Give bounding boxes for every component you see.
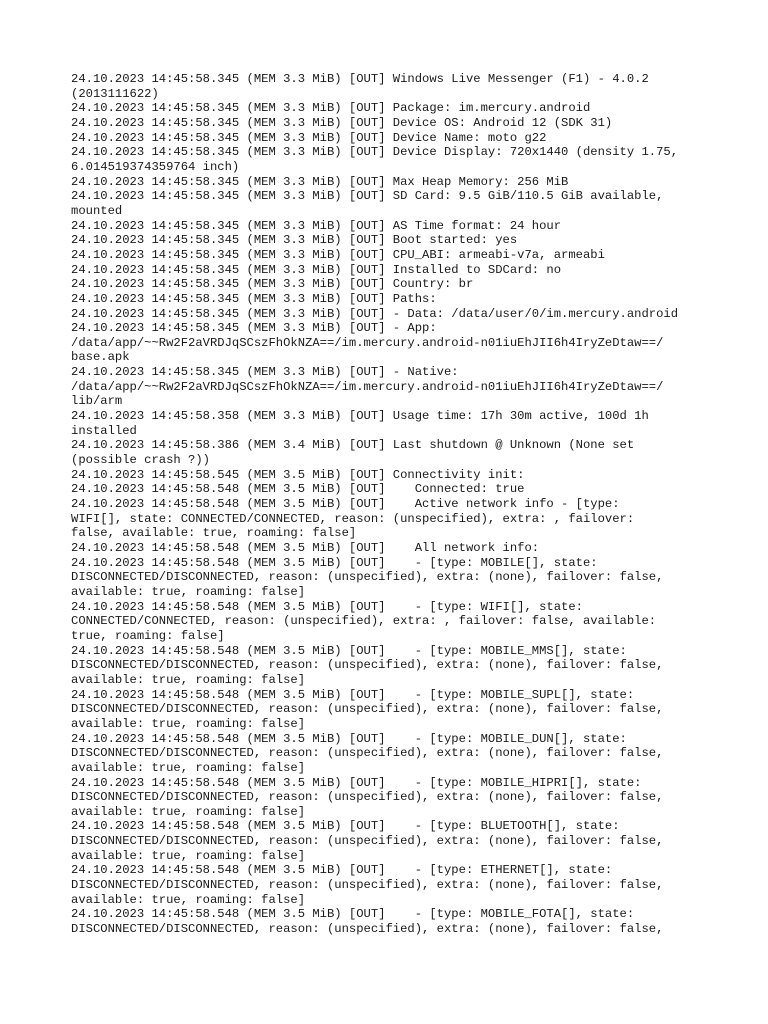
log-line: 24.10.2023 14:45:58.548 (MEM 3.5 MiB) [OUT] - [type: MOBILE_MMS[], state: xyxy=(71,643,627,658)
log-line: installed xyxy=(71,423,137,438)
log-line: DISCONNECTED/DISCONNECTED, reason: (unspecified), extra: (none), failover: false, xyxy=(71,658,664,673)
log-line: available: true, roaming: false] xyxy=(71,848,306,863)
log-line: 24.10.2023 14:45:58.345 (MEM 3.3 MiB) [OUT] Installed to SDCard: no xyxy=(71,262,562,277)
log-line: 24.10.2023 14:45:58.548 (MEM 3.5 MiB) [OUT] Connected: true xyxy=(71,482,525,497)
log-line: 24.10.2023 14:45:58.345 (MEM 3.3 MiB) [OUT] Package: im.mercury.android xyxy=(71,101,591,116)
log-line: (possible crash ?)) xyxy=(71,453,210,468)
log-line: 24.10.2023 14:45:58.548 (MEM 3.5 MiB) [OUT] - [type: MOBILE_DUN[], state: xyxy=(71,731,627,746)
log-line: 24.10.2023 14:45:58.345 (MEM 3.3 MiB) [OUT] - App: xyxy=(71,321,437,336)
log-line: DISCONNECTED/DISCONNECTED, reason: (unspecified), extra: (none), failover: false, xyxy=(71,834,664,849)
log-line: CONNECTED/CONNECTED, reason: (unspecified), extra: , failover: false, available: xyxy=(71,614,657,629)
log-line: available: true, roaming: false] xyxy=(71,760,306,775)
log-line: /data/app/~~Rw2F2aVRDJqSCszFhOkNZA==/im.mercury.android-n01iuEhJII6h4IryZeDtaw==/ xyxy=(71,335,664,350)
log-line: available: true, roaming: false] xyxy=(71,716,306,731)
log-line: 24.10.2023 14:45:58.345 (MEM 3.3 MiB) [OUT] Device Name: moto g22 xyxy=(71,130,547,145)
log-line: DISCONNECTED/DISCONNECTED, reason: (unspecified), extra: (none), failover: false, xyxy=(71,790,664,805)
log-line: 24.10.2023 14:45:58.345 (MEM 3.3 MiB) [OUT] Paths: xyxy=(71,291,437,306)
log-line: 24.10.2023 14:45:58.548 (MEM 3.5 MiB) [OUT] - [type: MOBILE[], state: xyxy=(71,555,598,570)
log-line: 24.10.2023 14:45:58.548 (MEM 3.5 MiB) [OUT] Active network info - [type: xyxy=(71,497,620,512)
log-line: 24.10.2023 14:45:58.345 (MEM 3.3 MiB) [OUT] CPU_ABI: armeabi-v7a, armeabi xyxy=(71,247,605,262)
log-line: 24.10.2023 14:45:58.345 (MEM 3.3 MiB) [OUT] SD Card: 9.5 GiB/110.5 GiB available, xyxy=(71,189,664,204)
log-line: lib/arm xyxy=(71,394,123,409)
log-line: 24.10.2023 14:45:58.548 (MEM 3.5 MiB) [OUT] - [type: MOBILE_HIPRI[], state: xyxy=(71,775,642,790)
log-line: 24.10.2023 14:45:58.345 (MEM 3.3 MiB) [OUT] Boot started: yes xyxy=(71,233,518,248)
log-line: 24.10.2023 14:45:58.345 (MEM 3.3 MiB) [OUT] - Native: xyxy=(71,365,459,380)
log-line: 6.014519374359764 inch) xyxy=(71,159,240,174)
log-line: 24.10.2023 14:45:58.548 (MEM 3.5 MiB) [OUT] - [type: MOBILE_SUPL[], state: xyxy=(71,687,635,702)
log-line: DISCONNECTED/DISCONNECTED, reason: (unspecified), extra: (none), failover: false, xyxy=(71,746,664,761)
log-line: 24.10.2023 14:45:58.345 (MEM 3.3 MiB) [OUT] Windows Live Messenger (F1) - 4.0.2 xyxy=(71,72,649,86)
log-line: DISCONNECTED/DISCONNECTED, reason: (unspecified), extra: (none), failover: false, xyxy=(71,702,664,717)
log-line: base.apk xyxy=(71,350,130,365)
log-line: 24.10.2023 14:45:58.358 (MEM 3.3 MiB) [OUT] Usage time: 17h 30m active, 100d 1h xyxy=(71,409,649,424)
log-line: DISCONNECTED/DISCONNECTED, reason: (unspecified), extra: (none), failover: false, xyxy=(71,922,664,937)
log-line: DISCONNECTED/DISCONNECTED, reason: (unspecified), extra: (none), failover: false, xyxy=(71,878,664,893)
log-line: available: true, roaming: false] xyxy=(71,584,306,599)
log-line: true, roaming: false] xyxy=(71,628,225,643)
log-line: 24.10.2023 14:45:58.548 (MEM 3.5 MiB) [OUT] All network info: xyxy=(71,541,540,555)
log-line: mounted xyxy=(71,203,123,218)
log-line: 24.10.2023 14:45:58.345 (MEM 3.3 MiB) [OUT] - Data: /data/user/0/im.mercury.android xyxy=(71,306,679,321)
log-line: 24.10.2023 14:45:58.345 (MEM 3.3 MiB) [OUT] AS Time format: 24 hour xyxy=(71,218,562,233)
log-line: 24.10.2023 14:45:58.345 (MEM 3.3 MiB) [OUT] Country: br xyxy=(71,277,474,292)
log-line: available: true, roaming: false] xyxy=(71,672,306,687)
log-line: 24.10.2023 14:45:58.345 (MEM 3.3 MiB) [OUT] Device OS: Android 12 (SDK 31) xyxy=(71,115,613,130)
log-line: available: true, roaming: false] xyxy=(71,804,306,819)
log-line: available: true, roaming: false] xyxy=(71,892,306,907)
log-line: /data/app/~~Rw2F2aVRDJqSCszFhOkNZA==/im.mercury.android-n01iuEhJII6h4IryZeDtaw==/ xyxy=(71,379,664,394)
log-line: DISCONNECTED/DISCONNECTED, reason: (unspecified), extra: (none), failover: false, xyxy=(71,570,664,585)
log-line: 24.10.2023 14:45:58.345 (MEM 3.3 MiB) [OUT] Max Heap Memory: 256 MiB xyxy=(71,174,569,189)
log-output xyxy=(71,72,711,937)
log-line: (2013111622) xyxy=(71,86,159,101)
log-line: 24.10.2023 14:45:58.548 (MEM 3.5 MiB) [OUT] - [type: BLUETOOTH[], state: xyxy=(71,819,620,834)
log-line: false, available: true, roaming: false] xyxy=(71,526,357,541)
log-line: WIFI[], state: CONNECTED/CONNECTED, reason: (unspecified), extra: , failover: xyxy=(71,511,635,526)
log-line: 24.10.2023 14:45:58.545 (MEM 3.5 MiB) [OUT] Connectivity init: xyxy=(71,467,525,482)
log-line: 24.10.2023 14:45:58.548 (MEM 3.5 MiB) [OUT] - [type: WIFI[], state: xyxy=(71,599,583,614)
log-line: 24.10.2023 14:45:58.548 (MEM 3.5 MiB) [OUT] - [type: MOBILE_FOTA[], state: xyxy=(71,907,635,922)
log-line: 24.10.2023 14:45:58.345 (MEM 3.3 MiB) [OUT] Device Display: 720x1440 (density 1.75, xyxy=(71,145,679,160)
log-line: 24.10.2023 14:45:58.548 (MEM 3.5 MiB) [OUT] - [type: ETHERNET[], state: xyxy=(71,863,613,878)
log-line: 24.10.2023 14:45:58.386 (MEM 3.4 MiB) [OUT] Last shutdown @ Unknown (None set xyxy=(71,438,635,453)
